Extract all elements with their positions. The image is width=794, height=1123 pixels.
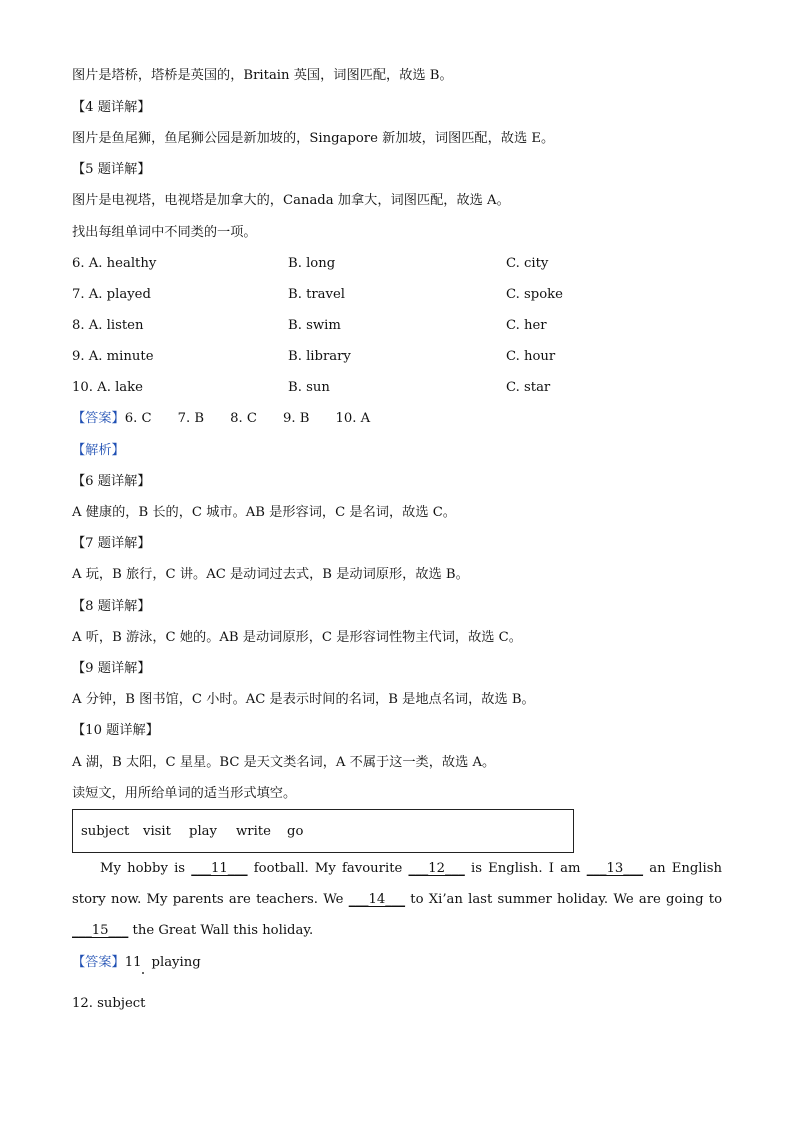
answer-item: 7. B	[177, 411, 205, 426]
answer-label: 【答案】	[72, 411, 125, 426]
blank-12: ___12___	[408, 861, 465, 876]
detail-heading: 【10 题详解】	[72, 723, 159, 738]
option-a: 6. A. healthy	[72, 256, 157, 271]
option-b: B. swim	[288, 318, 341, 333]
dot-mark	[142, 972, 144, 974]
option-b: B. long	[288, 256, 336, 271]
detail-text: A 分钟，B 图书馆，C 小时。AC 是表示时间的名词，B 是地点名词，故选 B。	[72, 692, 535, 707]
option-a: 9. A. minute	[72, 349, 154, 364]
question-row	[72, 317, 732, 335]
answer-item: 6. C	[124, 411, 152, 426]
detail-text: A 玩，B 旅行，C 讲。AC 是动词过去式，B 是动词原形，故选 B。	[72, 567, 469, 582]
detail-heading: 【9 题详解】	[72, 661, 151, 676]
answer-line	[72, 410, 396, 428]
answer-item: 8. C	[230, 411, 257, 426]
answer-label: 【答案】	[72, 955, 125, 970]
analysis-label: 【解析】	[72, 443, 125, 458]
detail-heading: 【6 题详解】	[72, 474, 151, 489]
option-b: B. library	[288, 349, 351, 364]
text-line: 图片是鱼尾狮，鱼尾狮公园是新加坡的，Singapore 新加坡，词图匹配，故选 E。	[72, 131, 555, 146]
detail-heading: 【8 题详解】	[72, 599, 151, 614]
word-box	[72, 809, 574, 853]
answer-item: 10. A	[335, 411, 371, 426]
option-c: C. spoke	[506, 287, 563, 302]
passage: My hobby is ___11___ football. My favourite ___12___ is English. I am ___13___ an English story now. My parents are teachers. We ___14___ to Xi’an last summer holiday. We are going to ___15___ the Great Wall this holiday.	[72, 861, 723, 938]
question-row	[72, 379, 732, 397]
section-heading-4: 【4 题详解】	[72, 100, 151, 115]
section-heading-5: 【5 题详解】	[72, 162, 151, 177]
blank-11: ___11___	[191, 861, 248, 876]
blank-14: ___14___	[348, 892, 406, 907]
option-c: C. star	[506, 380, 551, 395]
answer-item: 9. B	[282, 411, 310, 426]
word-box-item: play	[189, 824, 217, 839]
question-row	[72, 348, 732, 366]
task-instruction: 找出每组单词中不同类的一项。	[72, 225, 257, 240]
option-c: C. her	[506, 318, 547, 333]
text-line: 图片是塔桥，塔桥是英国的，Britain 英国，词图匹配，故选 B。	[72, 68, 453, 83]
option-b: B. sun	[288, 380, 330, 395]
question-row	[72, 255, 732, 273]
word-box-item: visit	[143, 824, 171, 839]
answer-value: playing	[151, 955, 201, 970]
detail-text: A 湖，B 太阳，C 星星。BC 是天文类名词，A 不属于这一类，故选 A。	[72, 755, 496, 770]
option-c: C. city	[506, 256, 549, 271]
word-box-item: go	[287, 824, 304, 839]
blank-15: ___15___	[72, 923, 129, 938]
word-box-item: subject	[81, 824, 130, 839]
answer-line	[72, 954, 201, 972]
answer-line: 12. subject	[72, 996, 146, 1011]
option-a: 7. A. played	[72, 287, 151, 302]
answer-number: 11	[124, 955, 142, 970]
text-line: 图片是电视塔，电视塔是加拿大的，Canada 加拿大，词图匹配，故选 A。	[72, 193, 510, 208]
question-row	[72, 286, 732, 304]
option-b: B. travel	[288, 287, 346, 302]
blank-13: ___13___	[586, 861, 644, 876]
word-box-item: write	[236, 824, 271, 839]
option-c: C. hour	[506, 349, 556, 364]
option-a: 8. A. listen	[72, 318, 144, 333]
option-a: 10. A. lake	[72, 380, 143, 395]
task-instruction: 读短文，用所给单词的适当形式填空。	[72, 786, 297, 801]
detail-heading: 【7 题详解】	[72, 536, 151, 551]
detail-text: A 健康的，B 长的，C 城市。AB 是形容词，C 是名词，故选 C。	[72, 505, 456, 520]
detail-text: A 听，B 游泳，C 她的。AB 是动词原形，C 是形容词性物主代词，故选 C。	[72, 630, 522, 645]
